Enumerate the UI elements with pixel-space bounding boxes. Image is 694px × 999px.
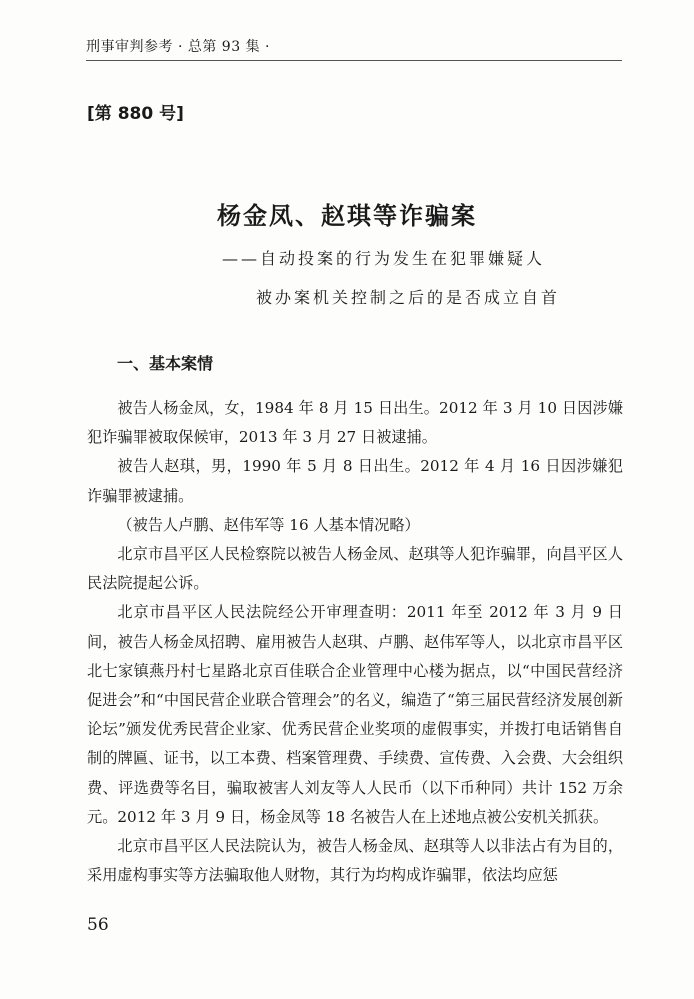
case-number: [第 880 号] xyxy=(87,104,184,124)
page-number: 56 xyxy=(87,915,109,935)
running-header: 刑事审判参考 · 总第 93 集 · xyxy=(86,39,270,55)
paragraph-other-defendants: （被告人卢鹏、赵伟军等 16 人基本情况略） xyxy=(117,515,420,534)
section-heading: 一、基本案情 xyxy=(117,354,214,373)
case-title: 杨金凤、赵琪等诈骗案 xyxy=(217,201,477,230)
paragraph-defendant-zhao: 被告人赵琪，男，1990 年 5 月 8 日出生。2012 年 4 月 16 日因涉嫌犯诈骗罪被逮捕。 xyxy=(87,457,623,505)
header-rule xyxy=(86,60,622,61)
paragraph-prosecution: 北京市昌平区人民检察院以被告人杨金凤、赵琪等人犯诈骗罪，向昌平区人民法院提起公诉。 xyxy=(87,545,623,593)
body-text xyxy=(87,394,623,890)
subtitle-line-2: 被办案机关控制之后的是否成立自首 xyxy=(256,288,561,307)
paragraph-facts: 北京市昌平区人民法院经公开审理查明：2011 年至 2012 年 3 月 9 日间，被告人杨金凤招聘、雇用被告人赵琪、卢鹏、赵伟军等人，以北京市昌平区北七家镇燕丹村七星路北京百佳联合企业管理中心楼为据点，以“中国民营经济促进会”和“中国民营企业联合管理会”的名义，编造了“第三届民营经济发展创新论坛”颁发优秀民营企业家、优秀民营企业奖项的虚假事实，并拨打电话销售自制的牌匾、证书，以工本费、档案管理费、手续费、宣传费、入会费、大会组织费、评选费等名目，骗取被害人刘友等人人民币（以下币种同）共计 152 万余元。2012 年 3 月 9 日，杨金凤等 18 名被告人在上述地点被公安机关抓获。 xyxy=(87,603,623,826)
paragraph-defendant-yang: 被告人杨金凤，女，1984 年 8 月 15 日出生。2012 年 3 月 10 日因涉嫌犯诈骗罪被取保候审，2013 年 3 月 27 日被逮捕。 xyxy=(87,399,623,447)
paragraph-court-opinion: 北京市昌平区人民法院认为，被告人杨金凤、赵琪等人以非法占有为目的，采用虚构事实等方法骗取他人财物，其行为均构成诈骗罪，依法均应惩 xyxy=(87,837,623,885)
subtitle-line-1: ——自动投案的行为发生在犯罪嫌疑人 xyxy=(222,249,546,268)
